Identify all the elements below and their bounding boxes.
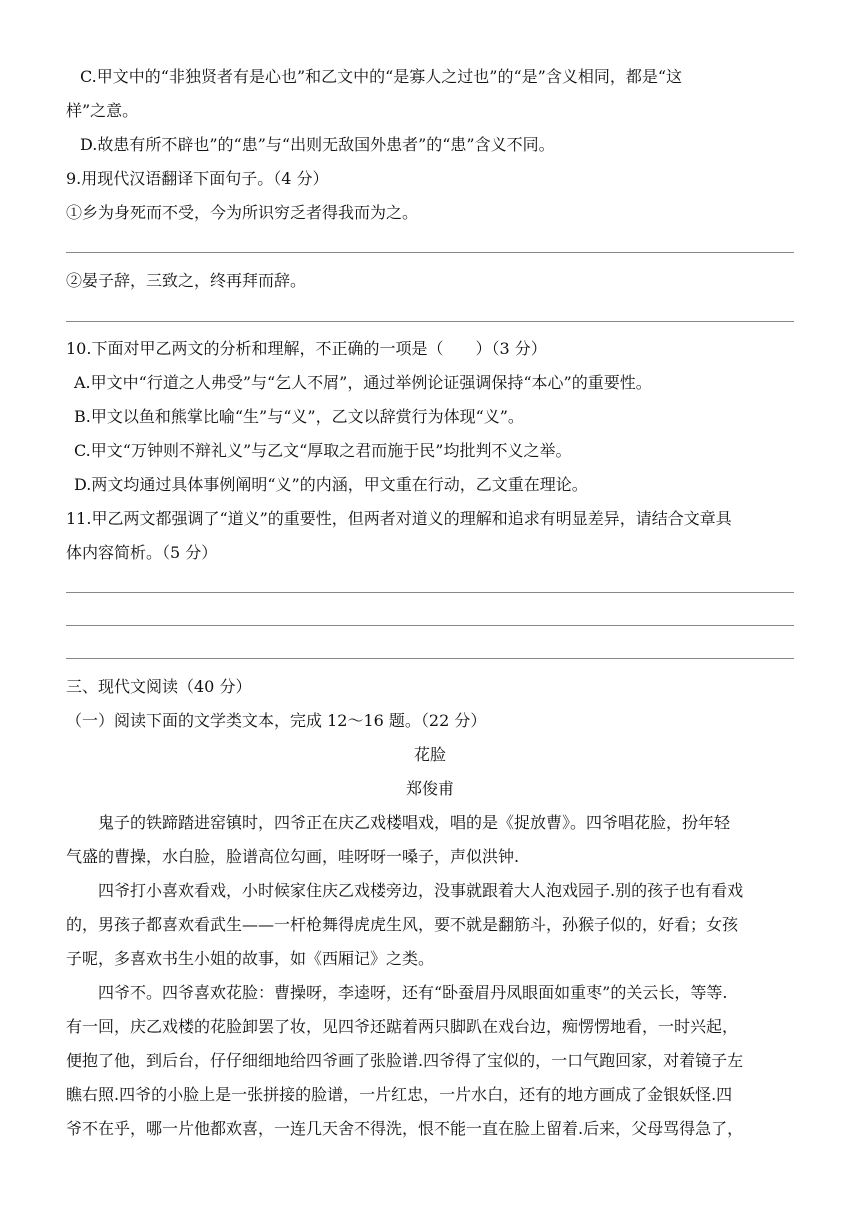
section-3-part-1: （一）阅读下面的文学类文本，完成 12～16 题。（22 分） — [66, 711, 487, 730]
story-p3-line3: 便抱了他，到后台，仔仔细细地给四爷画了张脸谱.四爷得了宝似的，一口气跑回家，对着镜子左 — [66, 1051, 744, 1070]
q11-stem-line1: 11.甲乙两文都强调了“道义”的重要性，但两者对道义的理解和追求有明显差异，请结合文章具 — [66, 509, 732, 528]
answer-line — [66, 592, 794, 593]
q9-sentence-1: ①乡为身死而不受，今为所识穷乏者得我而为之。 — [66, 203, 419, 222]
q8-option-c-line1: C.甲文中的“非独贤者有是心也”和乙文中的“是寡人之过也”的“是”含义相同，都是“这 — [80, 67, 683, 86]
q11-stem-line2: 体内容简析。（5 分） — [66, 543, 218, 562]
q10-option-a: A.甲文中“行道之人弗受”与“乞人不屑”，通过举例论证强调保持“本心”的重要性。 — [74, 373, 652, 392]
answer-line — [66, 625, 794, 626]
story-author: 郑俊甫 — [405, 779, 454, 798]
answer-line — [66, 252, 794, 253]
story-p2-line2: 的，男孩子都喜欢看武生——一杆枪舞得虎虎生风，要不就是翻筋斗，孙猴子似的，好看；女孩 — [66, 915, 739, 934]
answer-line — [66, 321, 794, 322]
q9-stem: 9.用现代汉语翻译下面句子。（4 分） — [66, 169, 329, 188]
story-title: 花脸 — [413, 745, 446, 764]
answer-line — [66, 658, 794, 659]
story-p1-line1: 鬼子的铁蹄踏进窑镇时，四爷正在庆乙戏楼唱戏，唱的是《捉放曹》。四爷唱花脸，扮年轻 — [98, 813, 731, 832]
story-p1-line2: 气盛的曹操，水白脸，脸谱高位勾画，哇呀呀一嗓子，声似洪钟. — [66, 847, 520, 866]
q10-option-b: B.甲文以鱼和熊掌比喻“生”与“义”，乙文以辞赏行为体现“义”。 — [74, 407, 524, 426]
q10-option-c: C.甲文“万钟则不辩礼义”与乙文“厚取之君而施于民”均批判不义之举。 — [74, 441, 572, 460]
story-p3-line1: 四爷不。四爷喜欢花脸：曹操呀，李逵呀，还有“卧蚕眉丹凤眼面如重枣”的关云长，等等. — [98, 983, 728, 1002]
story-p2-line3: 子呢，多喜欢书生小姐的故事，如《西厢记》之类。 — [66, 949, 435, 968]
story-p3-line5: 爷不在乎，哪一片他都欢喜，一连几天舍不得洗，恨不能一直在脸上留着.后来，父母骂得急了， — [66, 1119, 744, 1138]
section-3-title: 三、现代文阅读（40 分） — [66, 677, 252, 696]
q9-sentence-2: ②晏子辞，三致之，终再拜而辞。 — [66, 271, 307, 290]
q10-option-d: D.两文均通过具体事例阐明“义”的内涵，甲文重在行动，乙文重在理论。 — [74, 475, 588, 494]
q8-option-d: D.故患有所不辟也”的“患”与“出则无敌国外患者”的“患”含义不同。 — [80, 135, 555, 154]
story-p2-line1: 四爷打小喜欢看戏，小时候家住庆乙戏楼旁边，没事就跟着大人泡戏园子.别的孩子也有看戏 — [98, 881, 744, 900]
q8-option-c-line2: 样”之意。 — [66, 101, 139, 120]
q10-stem: 10.下面对甲乙两文的分析和理解，不正确的一项是（ ）（3 分） — [66, 339, 547, 358]
story-p3-line2: 有一回，庆乙戏楼的花脸卸罢了妆，见四爷还踮着两只脚趴在戏台边，痴愣愣地看，一时兴起， — [66, 1017, 739, 1036]
story-p3-line4: 瞧右照.四爷的小脸上是一张拼接的脸谱，一片红忠，一片水白，还有的地方画成了金银妖怪.四 — [66, 1085, 733, 1104]
